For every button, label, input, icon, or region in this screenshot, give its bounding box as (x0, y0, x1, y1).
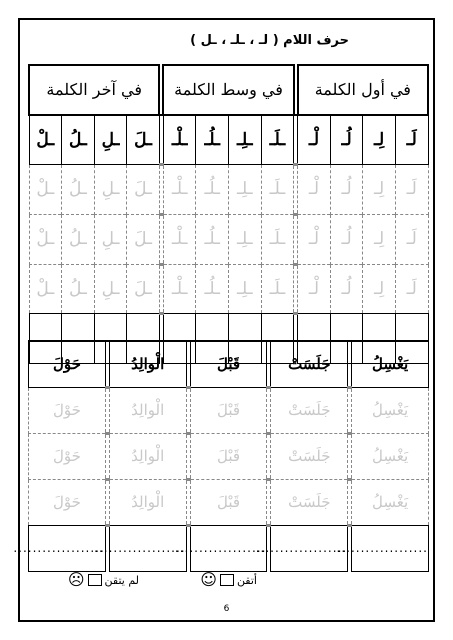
trace-word[interactable]: جَلَسَتْ (271, 387, 348, 433)
trace-word[interactable]: قَبْلَ (190, 387, 267, 433)
trace-form[interactable]: لُـ (330, 165, 363, 215)
model-form: ـلْـ (163, 115, 196, 165)
trace-form[interactable]: ـلُـ (196, 165, 229, 215)
trace-word[interactable]: يَغْسِلُ (352, 433, 429, 479)
trace-form[interactable]: لِـ (363, 264, 396, 314)
word-trace-row (29, 433, 429, 479)
trace-form[interactable]: ـلَ (127, 264, 160, 314)
page-number: 6 (223, 604, 230, 614)
trace-form[interactable]: ـلِـ (229, 165, 262, 215)
group-label-end: في آخر الكلمة (29, 65, 159, 115)
trace-form[interactable]: ـلْـ (163, 264, 196, 314)
trace-form[interactable]: ـلَ (127, 214, 160, 264)
model-word: جَلَسَتْ (271, 341, 348, 387)
trace-form[interactable]: ـلْـ (163, 214, 196, 264)
model-form: لَـ (395, 115, 428, 165)
trace-form[interactable]: لْـ (298, 214, 331, 264)
model-word: الْوالِدُ (109, 341, 186, 387)
mastered-label: أتقن (236, 573, 257, 587)
trace-form[interactable]: لُـ (330, 264, 363, 314)
letter-forms-grid (28, 64, 429, 364)
trace-form[interactable]: ـلِـ (229, 264, 262, 314)
not-mastered-checkbox[interactable] (88, 574, 102, 586)
writing-line[interactable]: ................... (29, 525, 106, 571)
trace-form[interactable]: ـلَـ (261, 214, 294, 264)
trace-word[interactable]: جَلَسَتْ (271, 479, 348, 525)
trace-form[interactable]: ـلِ (94, 214, 127, 264)
trace-form[interactable]: ـلُ (62, 165, 95, 215)
mastered-option (200, 572, 257, 588)
model-form: لْـ (298, 115, 331, 165)
trace-word[interactable]: حَوْلَ (29, 387, 106, 433)
model-word: يَغْسِلُ (352, 341, 429, 387)
mastered-checkbox[interactable] (220, 574, 234, 586)
trace-word[interactable]: حَوْلَ (29, 433, 106, 479)
trace-form[interactable]: لَـ (395, 214, 428, 264)
trace-form[interactable]: لَـ (395, 264, 428, 314)
trace-form[interactable]: ـلْـ (163, 165, 196, 215)
word-trace-row (29, 387, 429, 433)
writing-line[interactable]: ................... (352, 525, 429, 571)
group-label-beginning: في أول الكلمة (298, 65, 428, 115)
trace-form[interactable]: ـلِـ (229, 214, 262, 264)
model-forms-row (29, 115, 428, 165)
model-words-row (29, 341, 429, 387)
trace-form[interactable]: لِـ (363, 165, 396, 215)
model-form: ـلْ (29, 115, 62, 165)
worksheet-frame (13, 18, 435, 622)
model-form: ـلِ (94, 115, 127, 165)
sad-face-icon: ☹ (67, 570, 85, 589)
model-form: لِـ (363, 115, 396, 165)
group-label-middle: في وسط الكلمة (163, 65, 293, 115)
model-word: قَبْلَ (190, 341, 267, 387)
happy-face-icon: ☺ (200, 570, 217, 589)
trace-row (29, 214, 428, 264)
trace-word[interactable]: الْوالِدُ (109, 387, 186, 433)
writing-line[interactable]: ................... (190, 525, 267, 571)
trace-word[interactable]: قَبْلَ (190, 479, 267, 525)
model-form: ـلُـ (196, 115, 229, 165)
evaluation-row (20, 570, 433, 600)
worksheet-title: حرف اللام ( لـ ، ـلـ ، ـل ) (190, 33, 349, 48)
trace-form[interactable]: لَـ (395, 165, 428, 215)
writing-line-row (29, 525, 429, 571)
trace-word[interactable]: يَغْسِلُ (352, 479, 429, 525)
trace-form[interactable]: ـلُ (62, 214, 95, 264)
title-row (20, 20, 433, 62)
trace-word[interactable]: الْوالِدُ (109, 479, 186, 525)
trace-form[interactable]: ـلُـ (196, 264, 229, 314)
trace-form[interactable]: ـلَـ (261, 264, 294, 314)
trace-form[interactable]: لِـ (363, 214, 396, 264)
model-form: ـلَـ (261, 115, 294, 165)
trace-form[interactable]: ـلِ (94, 264, 127, 314)
trace-row (29, 264, 428, 314)
writing-line[interactable]: ................... (109, 525, 186, 571)
word-trace-row (29, 479, 429, 525)
trace-row (29, 165, 428, 215)
trace-form[interactable]: لُـ (330, 214, 363, 264)
trace-form[interactable]: ـلْ (29, 165, 62, 215)
trace-form[interactable]: ـلُ (62, 264, 95, 314)
not-mastered-label: لم يتقن (104, 573, 139, 587)
word-practice-grid (13, 340, 429, 570)
trace-form[interactable]: ـلَ (127, 165, 160, 215)
trace-form[interactable]: ـلَـ (261, 165, 294, 215)
writing-line[interactable]: ................... (271, 525, 348, 571)
model-form: ـلَ (127, 115, 160, 165)
model-form: لُـ (330, 115, 363, 165)
trace-form[interactable]: لْـ (298, 165, 331, 215)
trace-form[interactable]: ـلُـ (196, 214, 229, 264)
trace-word[interactable]: قَبْلَ (190, 433, 267, 479)
trace-word[interactable]: يَغْسِلُ (352, 387, 429, 433)
model-form: ـلِـ (229, 115, 262, 165)
model-form: ـلُ (62, 115, 95, 165)
trace-word[interactable]: الْوالِدُ (109, 433, 186, 479)
trace-form[interactable]: ـلِ (94, 165, 127, 215)
not-mastered-option (68, 572, 139, 588)
trace-word[interactable]: حَوْلَ (29, 479, 106, 525)
trace-form[interactable]: ـلْ (29, 214, 62, 264)
trace-form[interactable]: لْـ (298, 264, 331, 314)
model-word: حَوْلَ (29, 341, 106, 387)
trace-form[interactable]: ـلْ (29, 264, 62, 314)
trace-word[interactable]: جَلَسَتْ (271, 433, 348, 479)
